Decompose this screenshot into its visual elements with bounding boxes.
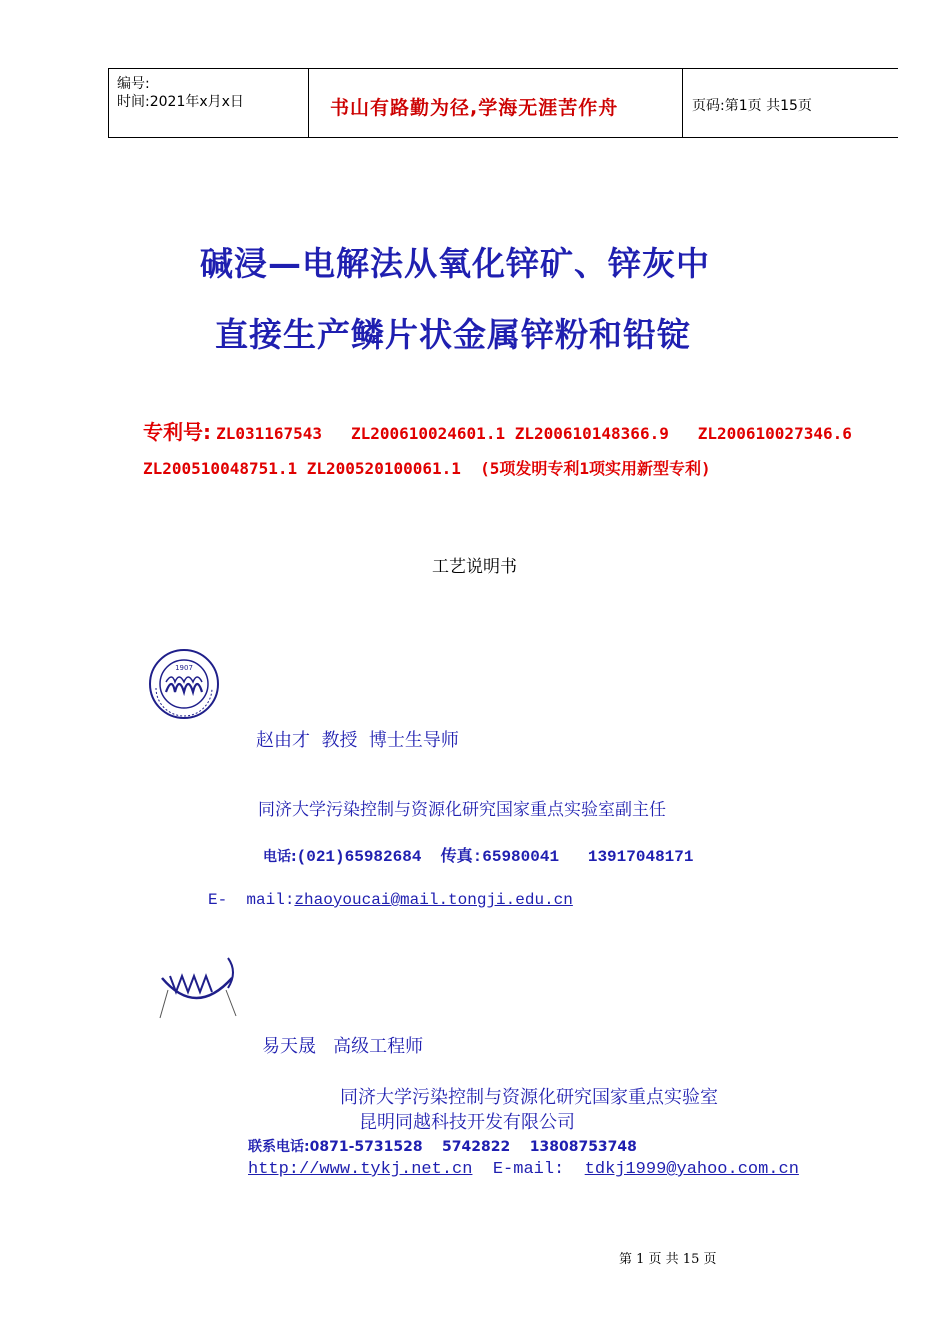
- company-logo: [148, 938, 242, 1028]
- person2-email-label: E-mail:: [492, 1160, 565, 1179]
- person2-phone-line: 联系电话:0871-5731528 5742822 13808753748: [248, 1139, 637, 1155]
- header-time-label: 时间:2021年x月x日: [117, 94, 244, 110]
- page-footer: 第 1 页 共 15 页: [619, 1252, 717, 1267]
- person1-name-title: [256, 726, 459, 752]
- patent-label: 专利号:: [143, 420, 211, 444]
- header-table: [108, 68, 898, 138]
- patent-line-1: [143, 416, 852, 445]
- person2-email-link[interactable]: tdkj1999@yahoo.com.cn: [584, 1160, 799, 1179]
- header-number-label: 编号:: [117, 76, 150, 92]
- company-logo-icon: [148, 938, 242, 1024]
- header-divider-2: [682, 69, 683, 137]
- person2-affiliation-2: 昆明同越科技开发有限公司: [359, 1112, 575, 1133]
- title-line-2: 直接生产鳞片状金属锌粉和铅锭: [215, 315, 691, 354]
- person1-email-link[interactable]: zhaoyoucai@mail.tongji.edu.cn: [294, 891, 573, 909]
- person2-web-email-line: [248, 1160, 799, 1179]
- tongji-seal-icon: [148, 648, 220, 720]
- tongji-seal-logo: [148, 648, 220, 724]
- header-motto: 书山有路勤为径,学海无涯苦作舟: [330, 97, 619, 119]
- title-line-1: 碱浸—电解法从氧化锌矿、锌灰中: [200, 244, 710, 283]
- patent-numbers-1: ZL031167543 ZL200610024601.1 ZL200610148366.9 ZL200610027346.6: [216, 424, 852, 443]
- person2-website-link[interactable]: http://www.tykj.net.cn: [248, 1160, 473, 1179]
- person1-phone-line: [263, 843, 693, 866]
- patent-line-2: ZL200510048751.1 ZL200520100061.1 (5项发明专利1项实用新型专利): [143, 459, 711, 478]
- seal-year-text: 1907: [175, 664, 193, 672]
- person1-phone: (021)65982684 传真:65980041 13917048171: [296, 848, 694, 866]
- person1-email-line: [208, 891, 573, 909]
- header-page-info: 页码:第1页 共15页: [692, 98, 812, 114]
- person1-phone-label: 电话:: [263, 849, 297, 865]
- person1-email-label: E- mail:: [208, 891, 295, 909]
- person2-affiliation-1: 同济大学污染控制与资源化研究国家重点实验室: [340, 1087, 718, 1108]
- person1-affiliation: 同济大学污染控制与资源化研究国家重点实验室副主任: [258, 800, 666, 820]
- header-divider-1: [308, 69, 309, 137]
- person2-name-title: 易天晟 高级工程师: [262, 1036, 424, 1057]
- person1-name-text: 赵由才 教授 博士生导师: [256, 730, 459, 751]
- header-left-border: [108, 69, 109, 137]
- document-subtitle: 工艺说明书: [432, 557, 517, 577]
